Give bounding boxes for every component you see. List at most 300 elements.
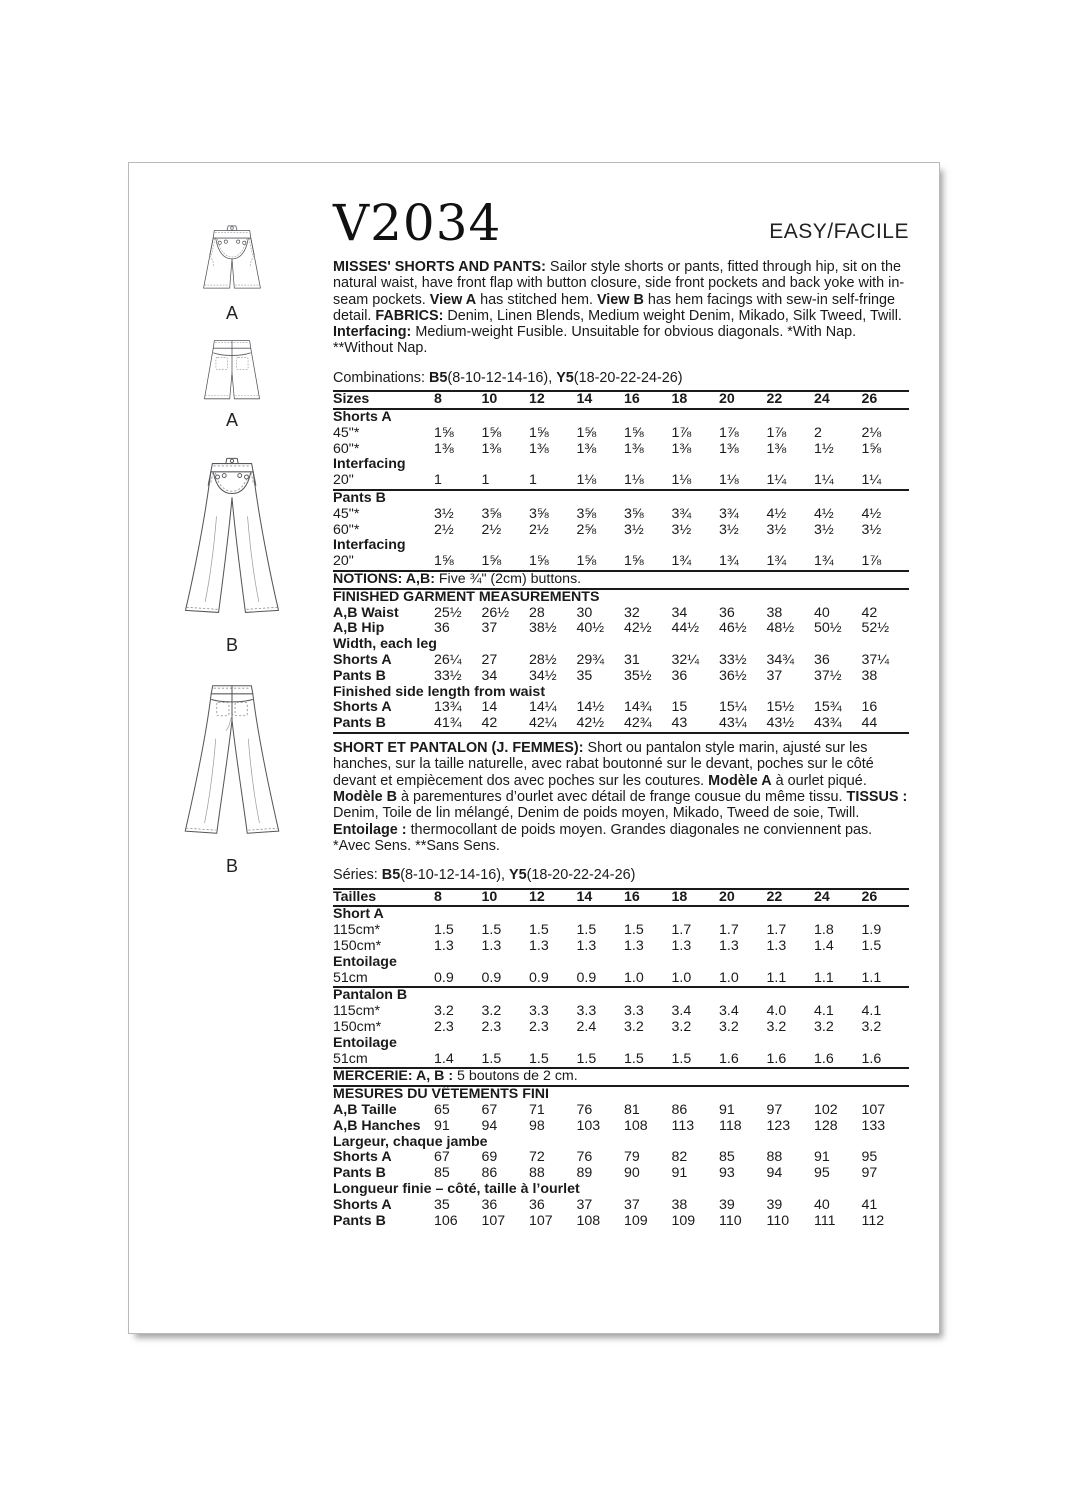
text-run: à ourlet piqué. [771,772,867,789]
table-cell: 35½ [624,667,652,684]
text-run: MISSES' SHORTS AND PANTS: [333,259,550,275]
text-run: NOTIONS: A,B: [333,571,435,588]
table-cell: 3.2 [481,1003,502,1020]
yardage-table-french [333,888,909,1230]
table-cell: 35 [576,667,593,684]
description-french [333,740,909,854]
table-cell: MESURES DU VÊTEMENTS FINI [333,1086,549,1103]
table-cell: 14¼ [529,699,557,716]
table-row [333,1119,909,1135]
table-cell: Pants B [333,490,386,507]
table-cell: Shorts A [333,1149,392,1166]
table-cell: 1⅝ [434,424,454,441]
table-cell: 0.9 [434,969,454,986]
combinations-line-english [333,370,909,387]
table-cell: 2.3 [529,1018,549,1035]
text-run: Séries: [333,867,382,884]
table-cell: 1⅛ [671,472,692,489]
table-cell: 3½ [719,521,739,538]
table-cell: 1.5 [624,922,644,939]
table-cell: 110 [719,1212,742,1229]
table-cell: 1.7 [766,922,787,939]
table-cell: 32 [624,604,640,621]
table-cell: 1.9 [861,922,882,939]
table-cell: 41¾ [434,715,462,732]
table-cell: Pantalon B [333,987,408,1004]
table-cell: A,B Waist [333,604,399,621]
table-cell: 15½ [766,699,795,716]
table-cell: 67 [434,1149,450,1166]
table-cell: 38 [671,1196,688,1213]
table-cell: 2.4 [576,1018,597,1035]
table-cell: A,B Hanches [333,1117,421,1134]
table-cell: 46½ [719,620,747,637]
table-cell: 85 [719,1149,735,1166]
text-run: SHORT ET PANTALON (J. FEMMES): [333,740,588,757]
table-cell: Width, each leg [333,636,437,653]
table-row [333,507,909,523]
table-row [333,637,909,653]
shorts-a-back-figure [157,336,307,431]
table-cell: 37 [766,667,783,684]
yardage-table-english [333,390,909,734]
table-cell: 44 [861,715,878,732]
table-cell: 1.3 [719,937,739,954]
table-cell: 10 [481,391,498,408]
table-cell [333,1069,909,1085]
pants-b-back-figure [157,668,307,877]
pattern-number: V2034 [333,194,502,252]
table-cell: 91 [434,1117,450,1134]
table-cell: 1.5 [481,922,502,939]
table-cell: 79 [624,1149,640,1166]
table-cell: 1⅞ [671,424,692,441]
table-cell: 42¼ [529,715,557,732]
table-row [333,606,909,622]
table-row [333,1052,909,1070]
table-cell: 42 [481,715,498,732]
table-cell: 1.3 [576,937,597,954]
table-cell: 1.6 [861,1050,882,1067]
table-cell: 1⅜ [766,440,787,457]
header-row [333,194,909,252]
table-cell: FINISHED GARMENT MEASUREMENTS [333,588,600,605]
table-cell: 3.2 [814,1018,834,1035]
table-cell: 4.1 [861,1003,882,1020]
table-cell: 45"* [333,505,360,522]
text-run: FABRICS: [375,307,448,324]
table-cell: 3.4 [671,1003,692,1020]
table-cell: 43½ [766,715,795,732]
table-cell: 89 [576,1165,593,1182]
table-cell: Pants B [333,1212,386,1229]
table-cell: 1.3 [624,937,644,954]
table-cell: 0.9 [529,969,549,986]
table-cell: 3.2 [719,1018,739,1035]
table-cell: 15¼ [719,699,747,716]
table-cell: 4.1 [814,1003,834,1020]
table-cell: 3.2 [671,1018,692,1035]
table-cell: 1.0 [671,969,692,986]
table-cell: 42¾ [624,715,652,732]
text-run: Interfacing: [333,324,416,341]
table-cell: 0.9 [481,969,502,986]
table-cell: 37 [576,1196,593,1213]
text-run: à parementures d’ourlet avec détail de frange cousue du même tissu. [396,788,847,805]
table-cell: 14 [576,391,593,408]
text-run: MERCERIE: A, B : [333,1068,454,1085]
table-row [333,955,909,971]
table-cell: 108 [624,1117,648,1134]
table-cell: 40½ [576,620,605,637]
text-run: View B [596,291,644,308]
table-cell: 0.9 [576,969,597,986]
table-cell: 1⅝ [576,553,597,570]
table-cell: 1⅜ [719,440,739,457]
table-cell: 1.6 [766,1050,787,1067]
text-run: Entoilage : [333,821,411,838]
text-run: Denim, Toile de lin mélangé, Denim de poids moyen, Mikado, Tweed de soie, Twill. [333,805,860,822]
table-cell: 1⅜ [576,440,597,457]
pants-back-illustration [172,668,292,854]
table-cell: 1.0 [624,969,644,986]
table-cell: 34½ [529,667,557,684]
table-cell: 1.1 [861,969,882,986]
table-cell: 22 [766,888,783,905]
difficulty-label: EASY/FACILE [769,220,909,243]
pants-b-front-figure [157,443,307,656]
table-cell: 36 [481,1196,498,1213]
table-cell: Shorts A [333,652,392,669]
table-cell: Shorts A [333,1196,392,1213]
table-cell: 37 [481,620,498,637]
table-cell: 16 [861,699,878,716]
table-cell: 39 [719,1196,735,1213]
table-cell: 2½ [481,521,502,538]
series-line-french [333,867,909,884]
text-run: Denim, Linen Blends, Medium weight Denim, Mikado, Silk Tweed, Twill. [447,307,902,324]
table-cell: 1⅛ [576,472,597,489]
table-cell: 88 [766,1149,783,1166]
text-run: (8-10-12-14-16), [447,369,557,386]
table-cell: 1.5 [529,1050,549,1067]
table-cell: 1¾ [719,553,739,570]
table-cell: 1⅝ [624,424,644,441]
shorts-front-illustration [192,223,272,301]
table-cell: 37 [624,1196,640,1213]
table-cell: 45"* [333,424,360,441]
table-cell: 43¼ [719,715,747,732]
table-cell: 1¾ [814,553,834,570]
table-cell: 34 [481,667,498,684]
table-cell: 2½ [529,521,549,538]
table-cell: 51cm [333,969,368,986]
table-cell: 97 [861,1165,878,1182]
table-cell: 76 [576,1149,593,1166]
view-label: A [225,410,238,430]
text-run: B5 [429,369,448,386]
table-cell: Longueur finie – côté, taille à l’ourlet [333,1180,580,1197]
table-cell: 110 [766,1212,790,1229]
table-cell: 1⅜ [481,440,502,457]
table-cell: Tailles [333,888,377,905]
text-run: Short ou pantalon style marin, ajusté sur les hanches, sur la taille naturelle, avec rabat boutonné sur le devant, poches sur le côté devant et empiècement dos avec poches sur les coutures. [333,740,874,789]
table-row [333,1069,909,1087]
table-cell: 4½ [861,505,882,522]
table-cell: 26 [861,391,878,408]
table-cell: 1.4 [434,1050,454,1067]
table-cell: 1.1 [766,969,787,986]
table-row [333,621,909,637]
table-cell: Entoilage [333,1034,397,1051]
table-cell: 39 [766,1196,783,1213]
table-cell: 1.5 [671,1050,692,1067]
text-run: has hem facings with sew-in self-fringe detail. [333,291,896,324]
table-row [333,1150,909,1166]
text-column [333,194,909,1235]
text-run: Sailor style shorts or pants, fitted through hip, sit on the natural waist, have front flap with button closure, side front pockets and back yoke with in-seam pockets. [333,259,905,308]
table-cell: 37¼ [861,652,890,669]
table-cell: 3.3 [624,1003,644,1020]
table-cell: 28 [529,604,545,621]
table-cell: 107 [529,1212,553,1229]
table-cell: 37½ [814,667,842,684]
table-cell: 10 [481,888,498,905]
table-cell: 3¾ [719,505,739,522]
table-cell: 60"* [333,521,360,538]
text-run: View A [429,291,477,308]
table-cell: 30 [576,604,593,621]
table-cell: 85 [434,1165,450,1182]
table-row [333,410,909,426]
table-cell: 123 [766,1117,791,1134]
table-cell: 1⅝ [529,424,549,441]
pants-front-illustration [171,443,293,633]
table-cell: 1⅞ [861,553,882,570]
table-cell: 1.5 [576,922,597,939]
table-cell: Largeur, chaque jambe [333,1133,488,1150]
table-cell: 3.3 [576,1003,597,1020]
table-row [333,669,909,685]
table-cell: 1.7 [671,922,692,939]
table-cell: 2⅛ [861,424,882,441]
text-run: Modèle B [333,788,397,805]
table-cell: 1.8 [814,922,834,939]
table-row [333,1004,909,1020]
table-row [333,1103,909,1119]
table-cell: Entoilage [333,953,397,970]
text-run: Five ¾" (2cm) buttons. [434,571,582,588]
table-cell: Shorts A [333,409,392,426]
table-cell: 36½ [719,667,747,684]
table-cell: 3½ [434,505,454,522]
table-cell: 34¾ [766,652,795,669]
table-cell: 1.1 [814,969,834,986]
text-run: Y5 [508,867,527,884]
table-cell: 1.3 [434,937,454,954]
table-cell: 26¼ [434,652,462,669]
table-cell: 3½ [624,521,644,538]
text-run: has stitched hem. [476,291,597,308]
table-cell: 1.5 [624,1050,644,1067]
table-cell: 20 [719,391,735,408]
table-row [333,988,909,1004]
table-row [333,554,909,572]
table-cell: 1¾ [766,553,787,570]
table-cell: 1⅝ [624,553,644,570]
table-cell: 107 [861,1101,886,1118]
table-cell: Finished side length from waist [333,683,546,700]
text-run: 5 boutons de 2 cm. [453,1068,578,1085]
table-cell: 15¾ [814,699,842,716]
table-cell: 103 [576,1117,601,1134]
table-row [333,590,909,606]
table-cell: 133 [861,1117,886,1134]
table-cell: 1 [481,472,490,489]
table-cell: 112 [861,1212,885,1229]
table-cell: 2⅝ [576,521,597,538]
table-cell: 1.0 [719,969,739,986]
table-row [333,1166,909,1182]
table-cell: 150cm* [333,1018,382,1035]
table-cell: 38 [861,667,878,684]
table-row [333,1036,909,1052]
table-cell: 13¾ [434,699,462,716]
table-cell: 32¼ [671,652,700,669]
table-cell: 1.3 [481,937,502,954]
text-run: Combinations: [333,369,429,386]
table-cell: 3.2 [766,1018,787,1035]
table-cell: 115cm* [333,1003,381,1020]
table-cell: 14¾ [624,699,652,716]
table-cell: 16 [624,391,640,408]
table-cell: 36 [671,667,688,684]
table-row [333,390,909,410]
text-run: Medium-weight Fusible. Unsuitable for obvious diagonals. *With Nap. **Without Nap. [333,324,857,357]
table-cell: 1.3 [529,937,549,954]
table-cell: 14 [576,888,593,905]
table-cell: 12 [529,888,545,905]
table-cell: 22 [766,391,783,408]
table-cell: 15 [671,699,688,716]
table-cell: 3.2 [861,1018,882,1035]
table-row [333,939,909,955]
table-cell: 90 [624,1165,640,1182]
table-cell: 1⅝ [576,424,597,441]
table-cell: 1 [434,472,442,489]
table-cell: 3⅝ [529,505,549,522]
table-cell: 24 [814,391,830,408]
table-row [333,473,909,491]
table-cell: 12 [529,391,545,408]
table-cell: 1.6 [814,1050,834,1067]
table-cell: 42½ [576,715,605,732]
text-run: Y5 [556,369,574,386]
table-cell: 3⅝ [576,505,597,522]
table-row [333,888,909,908]
table-cell: 35 [434,1196,450,1213]
table-cell: 44½ [671,620,700,637]
description-english [333,259,909,357]
table-row [333,572,909,590]
table-row [333,426,909,442]
table-cell: 33½ [719,652,747,669]
table-cell: 1.5 [576,1050,597,1067]
table-cell: 34 [671,604,688,621]
table-cell: 41 [861,1196,878,1213]
table-row [333,442,909,458]
shorts-a-front-figure [157,223,307,324]
table-cell: 18 [671,888,688,905]
table-cell: 1⅝ [861,440,882,457]
table-cell: 33½ [434,667,462,684]
table-cell: 43¾ [814,715,842,732]
text-run: (18-20-22-24-26) [526,867,636,884]
table-cell: 1.4 [814,937,834,954]
table-cell: 3.2 [434,1003,454,1020]
table-cell: 1.3 [766,937,787,954]
table-row [333,1198,909,1214]
table-cell: 3.4 [719,1003,739,1020]
table-cell: 4½ [814,505,834,522]
table-cell: 1¼ [861,472,882,489]
table-cell: 1⅜ [671,440,692,457]
table-cell: 1.3 [671,937,692,954]
table-cell: 86 [671,1101,688,1118]
table-cell: 82 [671,1149,688,1166]
table-cell: 1⅝ [434,553,454,570]
table-row [333,971,909,989]
table-cell: 14 [481,699,498,716]
table-row [333,457,909,473]
table-cell: 3½ [671,521,692,538]
table-row [333,907,909,923]
table-cell: 109 [671,1212,696,1229]
view-label: B [225,856,238,876]
table-cell: 1⅞ [766,424,787,441]
table-cell: 1.7 [719,922,739,939]
table-cell: 97 [766,1101,783,1118]
table-cell: 27 [481,652,498,669]
table-cell: 94 [766,1165,783,1182]
table-row [333,716,909,734]
table-cell: 67 [481,1101,498,1118]
table-cell: 115cm* [333,922,381,939]
table-cell: 51cm [333,1050,368,1067]
table-row [333,700,909,716]
table-row [333,1087,909,1103]
table-cell: 48½ [766,620,795,637]
table-cell: 42½ [624,620,652,637]
table-cell: 43 [671,715,688,732]
table-cell: 3.3 [529,1003,549,1020]
table-cell: 1⅝ [529,553,549,570]
table-cell: 65 [434,1101,450,1118]
table-cell: 52½ [861,620,890,637]
table-cell: 18 [671,391,688,408]
table-cell: 36 [529,1196,545,1213]
shorts-back-illustration [192,336,272,408]
table-cell: 1⅝ [481,553,502,570]
table-cell: 1.5 [481,1050,502,1067]
table-cell: 2½ [434,521,454,538]
table-cell: 1¼ [766,472,787,489]
table-cell: 1¼ [814,472,834,489]
table-cell: 14½ [576,699,605,716]
table-cell: 98 [529,1117,545,1134]
view-label: B [225,635,238,655]
table-cell: 95 [861,1149,878,1166]
